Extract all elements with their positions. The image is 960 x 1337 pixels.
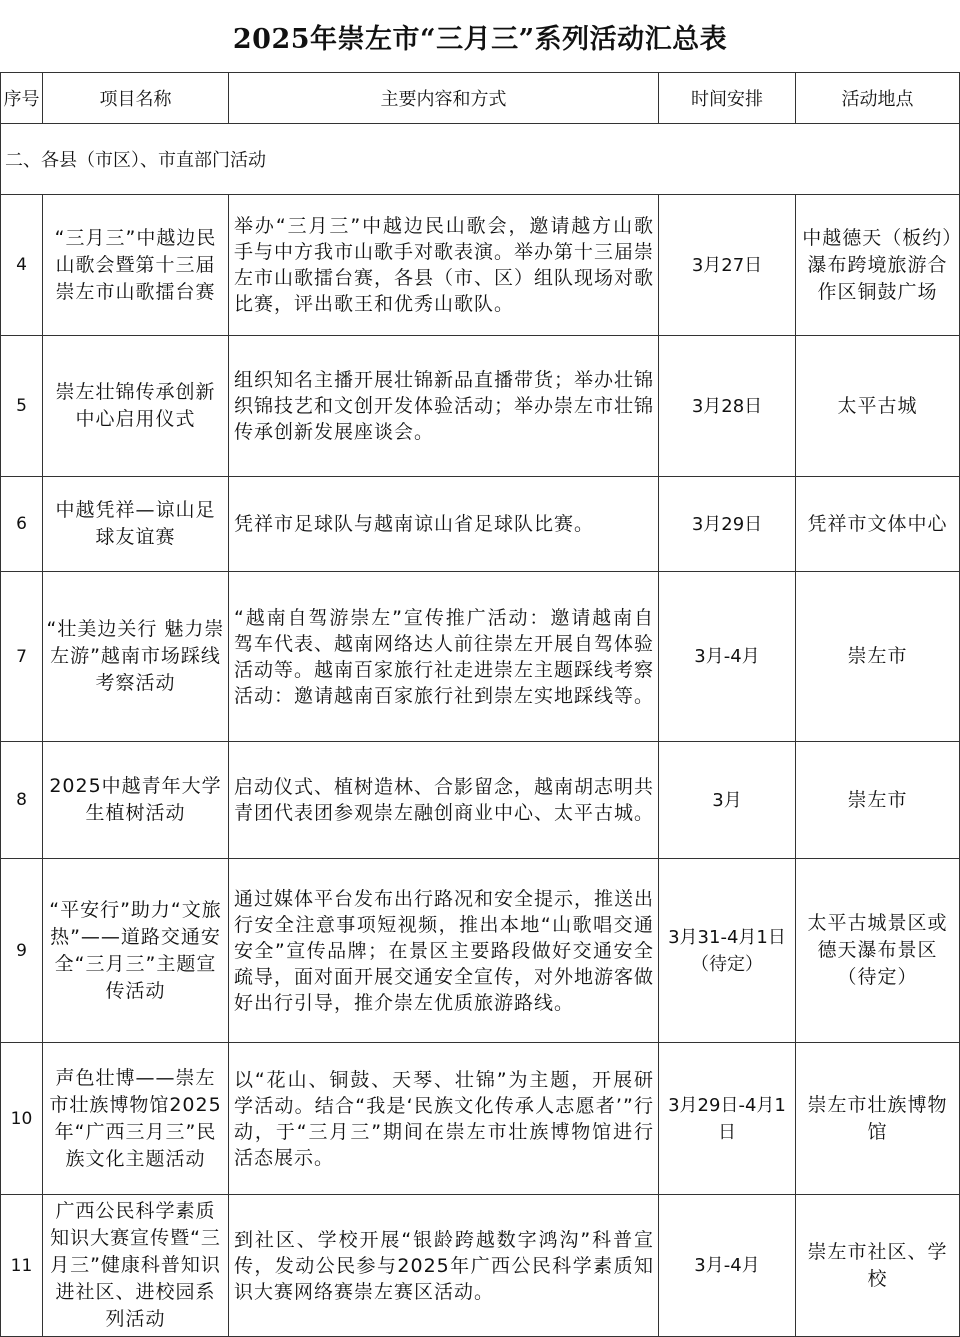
row-time: 3月31-4月1日（待定） (659, 859, 796, 1043)
header-content: 主要内容和方式 (229, 73, 659, 124)
row-number: 4 (1, 195, 43, 336)
header-no: 序号 (1, 73, 43, 124)
row-place: 崇左市社区、学校 (796, 1195, 960, 1337)
table-row (1, 572, 960, 742)
row-project-name: 崇左壮锦传承创新中心启用仪式 (43, 336, 229, 477)
row-time: 3月-4月 (659, 572, 796, 742)
row-number: 6 (1, 477, 43, 572)
row-project-name: 广西公民科学素质知识大赛宣传暨“三月三”健康科普知识进社区、进校园系列活动 (43, 1195, 229, 1337)
row-project-name: 声色壮博——崇左市壮族博物馆2025年“广西三月三”民族文化主题活动 (43, 1043, 229, 1195)
row-time: 3月-4月 (659, 1195, 796, 1337)
row-content: 到社区、学校开展“银龄跨越数字鸿沟”科普宣传，发动公民参与2025年广西公民科学素质知识大赛网络赛崇左赛区活动。 (229, 1195, 659, 1337)
row-project-name: 2025中越青年大学生植树活动 (43, 742, 229, 859)
section-label: 二、各县（市区）、市直部门活动 (1, 124, 960, 195)
row-content: 通过媒体平台发布出行路况和安全提示，推送出行安全注意事项短视频，推出本地“山歌唱交通安全”宣传品牌；在景区主要路段做好交通安全疏导，面对面开展交通安全宣传，对外地游客做好出行引导，推介崇左优质旅游路线。 (229, 859, 659, 1043)
row-project-name: 中越凭祥—谅山足球友谊赛 (43, 477, 229, 572)
table-row (1, 1043, 960, 1195)
row-place: 中越德天（板约）瀑布跨境旅游合作区铜鼓广场 (796, 195, 960, 336)
row-place: 太平古城景区或德天瀑布景区（待定） (796, 859, 960, 1043)
header-name: 项目名称 (43, 73, 229, 124)
row-time: 3月29日 (659, 477, 796, 572)
header-time: 时间安排 (659, 73, 796, 124)
table-row (1, 742, 960, 859)
row-content: 启动仪式、植树造林、合影留念，越南胡志明共青团代表团参观崇左融创商业中心、太平古城。 (229, 742, 659, 859)
row-place: 崇左市壮族博物馆 (796, 1043, 960, 1195)
row-content: “越南自驾游崇左”宣传推广活动：邀请越南自驾车代表、越南网络达人前往崇左开展自驾体验活动等。越南百家旅行社走进崇左主题踩线考察活动：邀请越南百家旅行社到崇左实地踩线等。 (229, 572, 659, 742)
row-content: 凭祥市足球队与越南谅山省足球队比赛。 (229, 477, 659, 572)
row-number: 5 (1, 336, 43, 477)
row-place: 太平古城 (796, 336, 960, 477)
row-place: 崇左市 (796, 572, 960, 742)
row-content: 举办“三月三”中越边民山歌会，邀请越方山歌手与中方我市山歌手对歌表演。举办第十三届崇左市山歌擂台赛，各县（市、区）组队现场对歌比赛，评出歌王和优秀山歌队。 (229, 195, 659, 336)
row-place: 凭祥市文体中心 (796, 477, 960, 572)
header-place: 活动地点 (796, 73, 960, 124)
row-place: 崇左市 (796, 742, 960, 859)
row-time: 3月29日-4月1日 (659, 1043, 796, 1195)
row-time: 3月 (659, 742, 796, 859)
row-number: 7 (1, 572, 43, 742)
row-content: 以“花山、铜鼓、天琴、壮锦”为主题，开展研学活动。结合“我是‘民族文化传承人志愿者’”行动，于“三月三”期间在崇左市壮族博物馆进行活态展示。 (229, 1043, 659, 1195)
row-project-name: “壮美边关行 魅力崇左游”越南市场踩线考察活动 (43, 572, 229, 742)
row-number: 11 (1, 1195, 43, 1337)
table-row (1, 477, 960, 572)
row-time: 3月28日 (659, 336, 796, 477)
activity-table (0, 72, 960, 1337)
row-project-name: “三月三”中越边民山歌会暨第十三届崇左市山歌擂台赛 (43, 195, 229, 336)
row-content: 组织知名主播开展壮锦新品直播带货；举办壮锦织锦技艺和文创开发体验活动；举办崇左市壮锦传承创新发展座谈会。 (229, 336, 659, 477)
section-row (1, 124, 960, 195)
row-time: 3月27日 (659, 195, 796, 336)
header-row (1, 73, 960, 124)
row-number: 9 (1, 859, 43, 1043)
document-title: 2025年崇左市“三月三”系列活动汇总表 (232, 23, 728, 55)
table-row (1, 859, 960, 1043)
table-row (1, 195, 960, 336)
table-row (1, 1195, 960, 1337)
row-project-name: “平安行”助力“文旅热”——道路交通安全“三月三”主题宣传活动 (43, 859, 229, 1043)
row-number: 10 (1, 1043, 43, 1195)
row-number: 8 (1, 742, 43, 859)
table-row (1, 336, 960, 477)
